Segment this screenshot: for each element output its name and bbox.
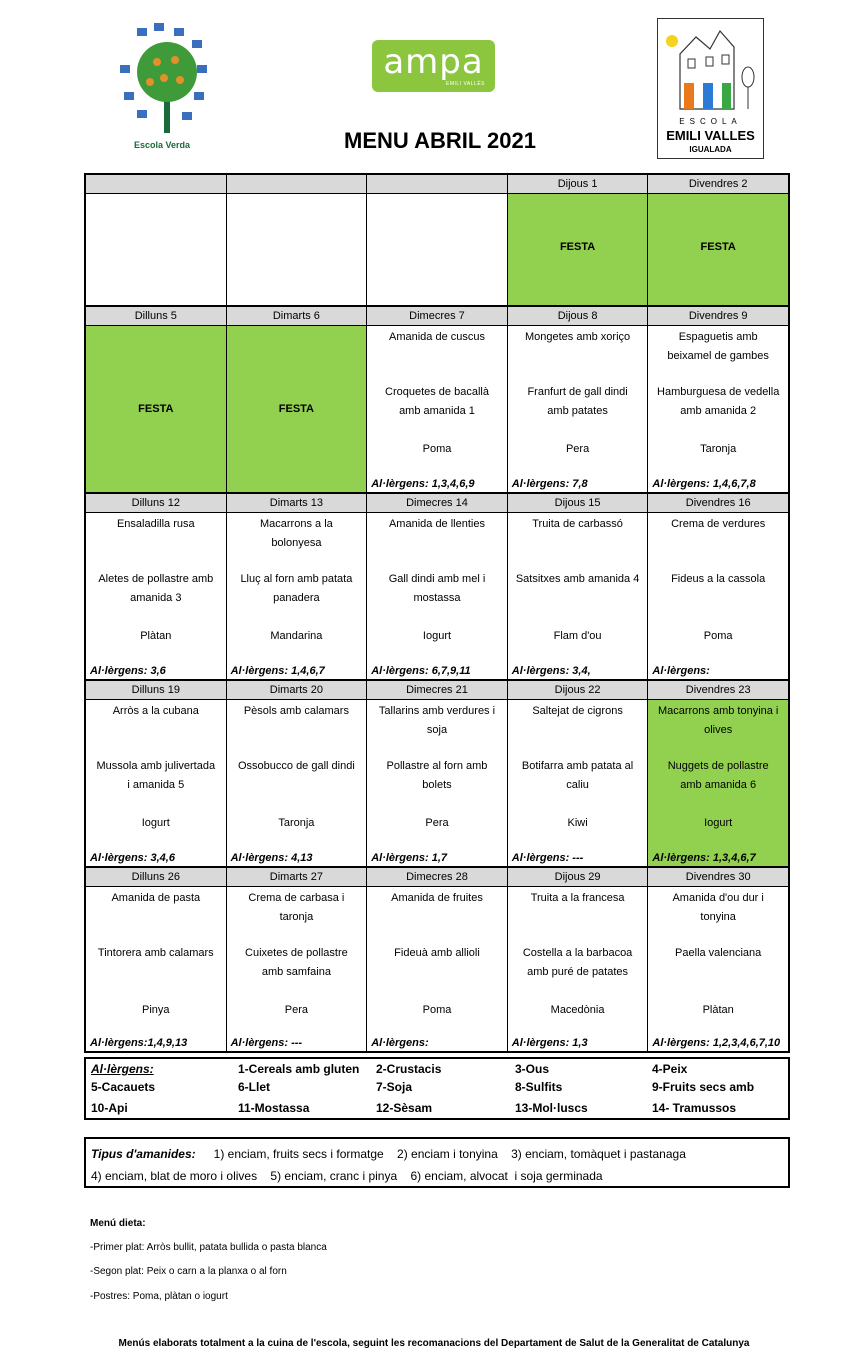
allergen-item: 12-Sèsam xyxy=(376,1101,433,1115)
week-body xyxy=(86,700,788,868)
salad-list-1: 1) enciam, fruits secs i formatge 2) enciam i tonyina 3) enciam, tomàquet i pastanaga xyxy=(213,1147,686,1161)
day-cell xyxy=(508,513,649,679)
day-header: Dimecres 21 xyxy=(367,681,508,699)
dessert: Macedònia xyxy=(550,1004,605,1016)
day-header: Dijous 15 xyxy=(508,494,649,512)
allergen-legend xyxy=(84,1057,790,1120)
footer-note: Menús elaborats totalment a la cuina de l'escola, seguint les recomanacions del Departament de Salut de la Generalitat de Catalunya xyxy=(118,1338,750,1349)
week-body xyxy=(86,887,788,1051)
day-header: Dijous 22 xyxy=(508,681,649,699)
day-header: Divendres 9 xyxy=(688,310,748,322)
allergen-item: 4-Peix xyxy=(652,1062,688,1076)
day-header: Dimarts 20 xyxy=(227,681,368,699)
day-header: Dimecres 28 xyxy=(367,868,508,886)
day-header: Dilluns 5 xyxy=(86,307,227,325)
day-header: Dilluns 26 xyxy=(86,868,227,886)
first-course: Ensaladilla rusa xyxy=(116,518,195,530)
week-body xyxy=(86,194,788,307)
dessert: Poma xyxy=(422,1004,452,1016)
week-body xyxy=(86,513,788,681)
week-row xyxy=(86,868,788,1051)
dessert: Iogurt xyxy=(422,630,452,642)
day-cell xyxy=(367,887,508,1051)
week-header xyxy=(86,868,788,887)
second-course: Nuggets de pollastre amb amanida 6 xyxy=(667,760,769,791)
second-course: Cuixetes de pollastre amb samfaina xyxy=(245,947,348,978)
school-logo xyxy=(657,18,764,159)
second-course: Botifarra amb patata al caliu xyxy=(521,760,634,791)
allergen-item: 6-Llet xyxy=(238,1080,271,1094)
dessert: Iogurt xyxy=(704,817,733,829)
day-cell xyxy=(508,700,649,866)
day-allergens: Al·lèrgens: 4,13 xyxy=(230,852,313,864)
day-cell-empty xyxy=(367,194,508,305)
allergen-item: 7-Soja xyxy=(376,1080,413,1094)
dessert: Poma xyxy=(703,630,733,642)
holiday-label: FESTA xyxy=(700,241,736,253)
second-course: Costella a la barbacoa amb puré de patates xyxy=(522,947,633,978)
allergen-legend-title: Al·lèrgens: xyxy=(91,1062,154,1076)
week-row xyxy=(86,175,788,307)
salad-line-2: 4) enciam, blat de moro i olives 5) enciam, cranc i pinya 6) enciam, alvocat i soja germinada xyxy=(91,1169,603,1183)
menu-grid xyxy=(84,173,790,1053)
second-course: Gall dindi amb mel i mostassa xyxy=(388,573,486,604)
day-cell-holiday xyxy=(86,326,227,492)
holiday-label: FESTA xyxy=(138,403,174,415)
week-header xyxy=(86,307,788,326)
second-course: Fideuà amb allioli xyxy=(394,947,480,959)
first-course: Arròs a la cubana xyxy=(112,705,199,717)
dessert: Iogurt xyxy=(141,817,170,829)
week-header xyxy=(86,681,788,700)
day-cell-holiday xyxy=(227,326,368,492)
day-header: Dijous 29 xyxy=(508,868,649,886)
day-allergens: Al·lèrgens: xyxy=(371,1037,429,1049)
week-row xyxy=(86,307,788,494)
day-header: Dimarts 27 xyxy=(227,868,368,886)
first-course: Amanida de pasta xyxy=(111,892,201,904)
allergen-item: 3-Ous xyxy=(515,1062,550,1076)
day-allergens: Al·lèrgens: 1,3 xyxy=(511,1037,588,1049)
week-body xyxy=(86,326,788,494)
ampa-logo-text: ampa xyxy=(383,42,484,82)
first-course: Tallarins amb verdures i soja xyxy=(378,705,496,736)
holiday-label: FESTA xyxy=(559,241,596,253)
day-allergens: Al·lèrgens: 1,2,3,4,6,7,10 xyxy=(652,1037,781,1049)
day-header: Divendres 16 xyxy=(685,497,751,509)
first-course: Amanida d'ou dur i tonyina xyxy=(672,892,764,923)
day-header: Dijous 1 xyxy=(508,175,649,193)
first-course: Crema de carbasa i taronja xyxy=(248,892,345,923)
dessert: Pera xyxy=(284,1004,309,1016)
day-allergens: Al·lèrgens: 1,4,6,7 xyxy=(230,665,325,677)
day-header: Divendres 2 xyxy=(688,178,748,190)
second-course: Paella valenciana xyxy=(675,947,762,959)
first-course: Macarrons a la bolonyesa xyxy=(260,518,333,549)
second-course: Ossobucco de gall dindi xyxy=(237,760,355,772)
day-allergens: Al·lèrgens: 1,3,4,6,7 xyxy=(652,852,756,864)
day-cell xyxy=(367,326,508,492)
day-header: Dimecres 7 xyxy=(367,307,508,325)
dessert: Pera xyxy=(425,817,449,829)
diet-title: Menú dieta: xyxy=(90,1218,146,1229)
day-cell xyxy=(367,513,508,679)
school-logo-line1: ESCOLA xyxy=(679,117,742,126)
allergen-item: 8-Sulfits xyxy=(515,1080,563,1094)
day-allergens: Al·lèrgens: 1,4,6,7,8 xyxy=(652,478,756,490)
day-header: Dilluns 12 xyxy=(86,494,227,512)
day-allergens: Al·lèrgens: 7,8 xyxy=(511,478,588,490)
week-row xyxy=(86,494,788,681)
day-cell xyxy=(227,513,368,679)
page-title: MENU ABRIL 2021 xyxy=(344,128,536,153)
allergen-item: 2-Crustacis xyxy=(376,1062,442,1076)
day-cell xyxy=(367,700,508,866)
first-course: Amanida de cuscus xyxy=(388,331,485,343)
dessert: Poma xyxy=(422,443,452,455)
diet-dessert: -Postres: Poma, plàtan o iogurt xyxy=(90,1291,228,1302)
day-allergens: Al·lèrgens: --- xyxy=(230,1037,303,1049)
ampa-logo-subtext: EMILI VALLÈS xyxy=(446,81,485,87)
day-cell xyxy=(86,513,227,679)
salad-types-title: Tipus d'amanides: xyxy=(91,1147,196,1161)
dessert: Pera xyxy=(565,443,590,455)
second-course: Satsitxes amb amanida 4 xyxy=(515,573,640,585)
day-allergens: Al·lèrgens: 1,7 xyxy=(371,852,447,864)
day-cell xyxy=(227,887,368,1051)
day-header: Divendres 23 xyxy=(685,684,751,696)
second-course: Tintorera amb calamars xyxy=(97,947,214,959)
second-course: Lluç al forn amb patata panadera xyxy=(240,573,353,604)
dessert: Flam d'ou xyxy=(553,630,602,642)
day-header: Dimecres 14 xyxy=(367,494,508,512)
day-header xyxy=(227,175,368,193)
second-course: Franfurt de gall dindi amb patates xyxy=(527,386,628,417)
school-logo-line3: IGUALADA xyxy=(689,145,732,154)
day-cell-empty xyxy=(227,194,368,305)
day-allergens: Al·lèrgens: 3,6 xyxy=(90,665,166,677)
day-allergens: Al·lèrgens:1,4,9,13 xyxy=(90,1037,188,1049)
first-course: Espaguetis amb beixamel de gambes xyxy=(667,331,769,362)
day-allergens: Al·lèrgens: 3,4,6 xyxy=(90,852,175,864)
holiday-label: FESTA xyxy=(278,403,315,415)
first-course: Amanida de fruites xyxy=(391,892,483,904)
dessert: Taronja xyxy=(700,443,737,455)
day-allergens: Al·lèrgens: --- xyxy=(511,852,584,864)
week-row xyxy=(86,681,788,868)
day-header: Dimarts 6 xyxy=(227,307,368,325)
dessert: Taronja xyxy=(278,817,315,829)
allergen-item: 10-Api xyxy=(91,1101,128,1115)
day-cell xyxy=(86,700,227,866)
diet-first-course: -Primer plat: Arròs bullit, patata bullida o pasta blanca xyxy=(90,1242,327,1253)
day-allergens: Al·lèrgens: 3,4, xyxy=(511,665,591,677)
second-course: Pollastre al forn amb bolets xyxy=(386,760,488,791)
first-course: Truita a la francesa xyxy=(530,892,625,904)
day-allergens: Al·lèrgens: xyxy=(652,665,710,677)
day-header: Divendres 30 xyxy=(685,871,751,883)
first-course: Mongetes amb xoriço xyxy=(524,331,631,343)
day-cell xyxy=(648,326,788,492)
second-course: Fideus a la cassola xyxy=(671,573,766,585)
escola-verda-logo xyxy=(112,20,217,158)
tree-icon xyxy=(112,20,212,138)
allergen-item: 13-Mol·luscs xyxy=(515,1101,588,1115)
dessert: Plàtan xyxy=(140,630,172,642)
day-header: Dilluns 19 xyxy=(86,681,227,699)
school-building-icon xyxy=(658,19,763,115)
salad-types xyxy=(84,1137,790,1188)
week-header xyxy=(86,494,788,513)
day-cell-holiday xyxy=(648,194,788,305)
first-course: Truita de carbassó xyxy=(532,518,623,530)
day-header xyxy=(86,175,227,193)
allergen-item: 9-Fruits secs amb xyxy=(652,1080,755,1094)
ampa-logo xyxy=(372,40,495,92)
diet-second-course: -Segon plat: Peix o carn a la planxa o al forn xyxy=(90,1266,287,1277)
dessert: Kiwi xyxy=(567,817,588,829)
day-cell xyxy=(227,700,368,866)
escola-verda-label: Escola Verda xyxy=(133,140,191,150)
week-header xyxy=(86,175,788,194)
day-cell-highlighted xyxy=(648,700,788,866)
day-allergens: Al·lèrgens: 1,3,4,6,9 xyxy=(371,478,475,490)
second-course: Hamburguesa de vedella amb amanida 2 xyxy=(657,386,780,417)
first-course: Pèsols amb calamars xyxy=(243,705,349,717)
first-course: Macarrons amb tonyina i olives xyxy=(657,705,779,736)
allergen-item: 11-Mostassa xyxy=(238,1101,310,1115)
dessert: Mandarina xyxy=(270,630,323,642)
day-cell xyxy=(508,887,649,1051)
dessert: Pinya xyxy=(142,1004,170,1016)
day-cell xyxy=(86,887,227,1051)
first-course: Saltejat de cigrons xyxy=(532,705,623,717)
day-cell xyxy=(508,326,649,492)
first-course: Amanida de llenties xyxy=(388,518,485,530)
first-course: Crema de verdures xyxy=(671,518,766,530)
allergen-item: 1-Cereals amb gluten xyxy=(238,1062,360,1076)
day-header xyxy=(367,175,508,193)
day-header: Dijous 8 xyxy=(508,307,649,325)
second-course: Mussola amb julivertada i amanida 5 xyxy=(96,760,216,791)
school-logo-line2: EMILI VALLES xyxy=(666,128,755,143)
day-allergens: Al·lèrgens: 6,7,9,11 xyxy=(371,665,471,677)
allergen-item: 5-Cacauets xyxy=(91,1080,156,1094)
day-cell xyxy=(648,887,788,1051)
day-header: Dimarts 13 xyxy=(227,494,368,512)
second-course: Croquetes de bacallà amb amanida 1 xyxy=(385,386,489,417)
allergen-item: 14- Tramussos xyxy=(652,1101,737,1115)
day-cell-empty xyxy=(86,194,227,305)
second-course: Aletes de pollastre amb amanida 3 xyxy=(98,573,214,604)
day-cell xyxy=(648,513,788,679)
dessert: Plàtan xyxy=(702,1004,734,1016)
day-cell-holiday xyxy=(508,194,649,305)
salad-line-1 xyxy=(91,1147,686,1161)
